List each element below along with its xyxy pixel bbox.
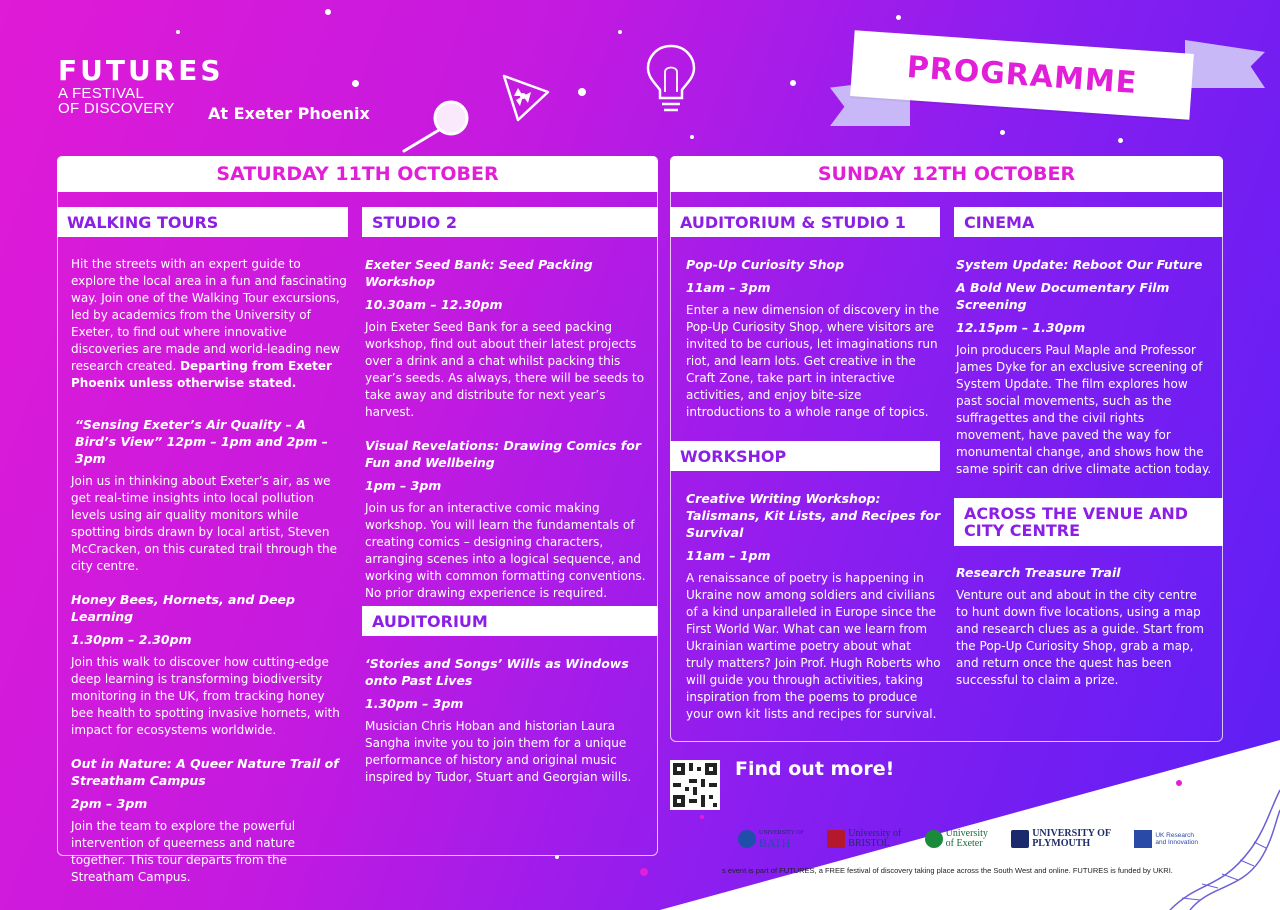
event-title: System Update: Reboot Our Future	[956, 257, 1203, 272]
plymouth-crest-icon	[1011, 830, 1029, 848]
event-title: “Sensing Exeter’s Air Quality – A Bird’s View” 12pm – 1pm and 2pm – 3pm	[75, 417, 328, 466]
bath-crest-icon	[738, 830, 756, 848]
event-time: 1.30pm – 2.30pm	[71, 632, 192, 647]
event-time: 11am – 1pm	[686, 548, 771, 563]
saturday-day-heading: SATURDAY 11TH OCTOBER	[57, 156, 658, 192]
walking-tours-intro-bold: Departing from Exeter Phoenix unless otherwise stated.	[71, 359, 332, 390]
across-venue-heading-line-2: CITY CENTRE	[964, 521, 1080, 540]
event-time: 2pm – 3pm	[71, 796, 148, 811]
cinema-heading: CINEMA	[954, 207, 1223, 237]
decor-dot	[176, 30, 180, 34]
event-time: 12.15pm – 1.30pm	[956, 320, 1086, 335]
partner-pre: University	[945, 828, 988, 839]
auditorium-column	[365, 655, 647, 786]
event-title: Pop-Up Curiosity Shop	[686, 257, 845, 272]
partner-plymouth-logo	[1011, 829, 1111, 849]
partner-exeter-logo	[925, 829, 988, 849]
logo-line-1: A FESTIVAL	[58, 85, 145, 102]
partner-pre: UK Research	[1155, 832, 1194, 839]
walking-tours-column	[71, 256, 347, 886]
event-description: Join this walk to discover how cutting-edge deep learning is transforming biodiversity monitoring in the UK, from tracking honey bee health to spotting invasive hornets, with impact for ecosystems worldwide.	[71, 655, 340, 737]
lightbulb-icon	[640, 40, 702, 122]
sunday-day-heading: SUNDAY 12TH OCTOBER	[670, 156, 1223, 192]
decor-dot	[618, 30, 622, 34]
decor-dot	[352, 80, 359, 87]
partner-pre: UNIVERSITY OF	[1032, 828, 1112, 839]
event-title: Honey Bees, Hornets, and Deep Learning	[71, 592, 295, 624]
decor-dot	[578, 88, 586, 96]
workshop-heading: WORKSHOP	[670, 441, 940, 471]
find-out-more-link[interactable]: Find out more!	[735, 758, 895, 780]
event-description: Join the team to explore the powerful intervention of queerness and nature together. This tour departs from the Streatham Campus.	[71, 819, 296, 884]
ukri-logo-icon	[1134, 830, 1152, 848]
event-description: Join producers Paul Maple and Professor James Dyke for an exclusive screening of System Update. The film explores how past social movements, such as the suffragettes and the civil rights movement, have paved the way for monumental change, and shows how the same spirit can drive climate action today.	[956, 343, 1212, 476]
event-subtitle: A Bold New Documentary Film Screening	[956, 280, 1170, 312]
event-title: Research Treasure Trail	[956, 565, 1121, 580]
studio-2-heading: STUDIO 2	[362, 207, 658, 237]
decor-dot	[325, 9, 331, 15]
event-time: 11am – 3pm	[686, 280, 771, 295]
event-description: Venture out and about in the city centre to hunt down five locations, using a map and research clues as a guide. Start from the Pop-Up Curiosity Shop, grab a map, and return once the quest has been successful to claim a prize.	[956, 588, 1204, 687]
event-title: Creative Writing Workshop: Talismans, Kit Lists, and Recipes for Survival	[686, 491, 941, 540]
partner-logos	[738, 828, 1198, 850]
partner-pre: University of	[848, 828, 902, 839]
banner-ribbon-right	[1185, 40, 1265, 88]
partner-name: of Exeter	[945, 838, 983, 849]
studio-2-column	[365, 256, 647, 602]
partner-bath-logo	[738, 828, 804, 850]
partner-name: PLYMOUTH	[1032, 838, 1091, 849]
logo-line-2: OF DISCOVERY	[58, 100, 175, 117]
across-venue-heading	[954, 498, 1223, 546]
event-time: 1.30pm – 3pm	[365, 696, 464, 711]
partner-ukri-logo	[1134, 830, 1198, 848]
partner-name: BRISTOL	[848, 838, 890, 849]
event-description: Join Exeter Seed Bank for a seed packing workshop, find out about their latest projects over a drink and a chat whilst packing this year’s seeds. As always, there will be seeds to take away and distribute for next year’s harvest.	[365, 320, 645, 419]
event-description: Join us in thinking about Exeter’s air, as we get real-time insights into local pollution levels using air quality monitors while spotting birds drawn by local artist, Steven McCracken, on this curated trail through the city centre.	[71, 474, 337, 573]
event-time: 1pm – 3pm	[365, 478, 442, 493]
qr-code[interactable]	[670, 760, 720, 810]
event-description: Musician Chris Hoban and historian Laura Sangha invite you to join them for a unique performance of history and original music inspired by Tudor, Stuart and Georgian wills.	[365, 719, 632, 784]
partner-name: BATH	[759, 836, 791, 850]
auditorium-heading: AUDITORIUM	[362, 606, 658, 636]
event-title: Exeter Seed Bank: Seed Packing Workshop	[365, 257, 593, 289]
across-venue-column	[956, 564, 1212, 689]
event-description: Enter a new dimension of discovery in the Pop-Up Curiosity Shop, where visitors are invited to be curious, let imaginations run riot, and learn lots. Get creative in the Craft Zone, take part in interactive activities, and enjoy bite-size introductions to a whole range of topics.	[686, 303, 940, 419]
event-title: Out in Nature: A Queer Nature Trail of Streatham Campus	[71, 756, 339, 788]
across-venue-heading-line-1: ACROSS THE VENUE AND	[964, 504, 1188, 523]
event-title: Visual Revelations: Drawing Comics for Fun and Wellbeing	[365, 438, 641, 470]
decor-dot	[640, 868, 648, 876]
exeter-crest-icon	[925, 830, 943, 848]
partner-name: and Innovation	[1155, 839, 1198, 846]
auditorium-studio-1-heading: AUDITORIUM & STUDIO 1	[670, 207, 940, 237]
decor-dot	[790, 80, 796, 86]
event-time: 10.30am – 12.30pm	[365, 297, 503, 312]
magnifier-icon	[396, 96, 478, 156]
auditorium-studio-1-column	[686, 256, 942, 421]
footer-note: s event is part of FUTURES, a FREE festival of discovery taking place across the South West and online. FUTURES is funded by UKRI.	[722, 866, 1173, 875]
cinema-column	[956, 256, 1212, 478]
festival-logo	[58, 56, 224, 116]
walking-tours-heading: WALKING TOURS	[57, 207, 348, 237]
bristol-crest-icon	[827, 830, 845, 848]
decor-dot	[700, 815, 704, 819]
logo-title: FUTURES	[58, 54, 224, 87]
hazard-triangle-icon	[498, 70, 552, 124]
event-description: Join us for an interactive comic making workshop. You will learn the fundamentals of creating comics – designing characters, arranging scenes into a logical sequence, and working with common formatting conventions. No prior drawing experience is required.	[365, 501, 646, 600]
walking-tours-intro-text: Hit the streets with an expert guide to explore the local area in a fun and fascinating way. Join one of the Walking Tour excursions, led by academics from the University of Exeter, to find out where innovative discoveries are made and world-leading new research created.	[71, 257, 347, 373]
programme-banner	[830, 20, 1270, 140]
venue-name: At Exeter Phoenix	[208, 104, 370, 123]
programme-title: PROGRAMME	[850, 30, 1194, 120]
event-title: ‘Stories and Songs’ Wills as Windows onto Past Lives	[365, 656, 629, 688]
partner-pre: UNIVERSITY OF	[759, 830, 804, 836]
workshop-column	[686, 490, 942, 723]
event-description: A renaissance of poetry is happening in Ukraine now among soldiers and civilians of a kind unparalleled in Europe since the First World War. What can we learn from Ukrainian wartime poetry about what truly matters? Join Prof. Hugh Roberts who will guide you through activities, taking inspiration from the poems to produce your own kit lists and recipes for survival.	[686, 571, 941, 721]
qr-code-pattern	[673, 763, 717, 807]
walking-tours-intro	[71, 256, 347, 392]
decor-dot	[690, 135, 694, 139]
partner-bristol-logo	[827, 829, 901, 849]
